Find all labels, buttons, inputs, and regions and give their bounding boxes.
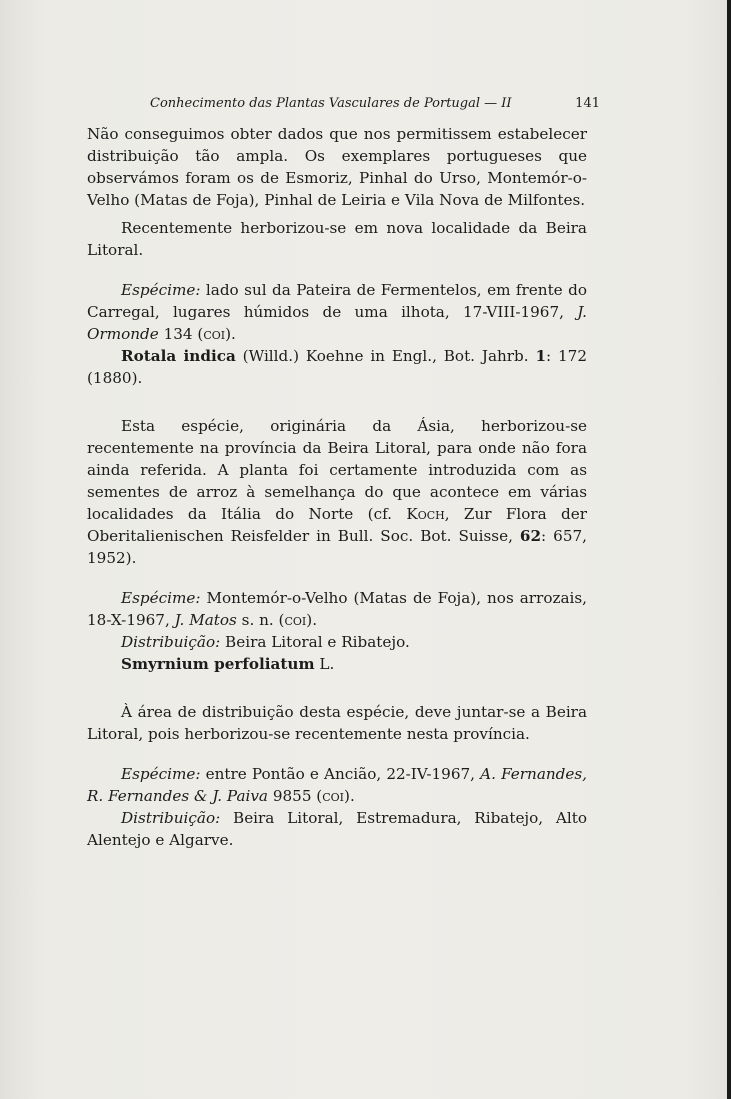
distribution-label: Distribuição: [121,809,221,827]
collector-number: s. n. ( [236,611,285,629]
taxon-citation: : 172 (1880). [87,347,587,387]
specimen-paragraph-1 [87,279,587,345]
specimen-text: Montemór-o-Velho (Matas de Foja), nos arrozais, 18-X-1967, [87,589,587,629]
taxon-name: Smyrnium perfoliatum [121,655,315,673]
taxon-heading-smyrnium [87,653,587,675]
specimen-label: Espécime: [121,765,201,783]
paragraph-text-end: : 657, 1952). [87,527,587,567]
collector-number: 134 ( [158,325,204,343]
paragraph-text: Esta espécie, originária da Ásia, herborizou-se recentemente na província da Beira Litoral, para onde não fora ainda referida. A planta foi certamente introduzida com as sementes de arroz à semelhança do que acontece em várias localidades da Itália do Norte (cf. [87,417,587,523]
running-header [150,96,600,114]
herbarium-code: coi [203,325,226,343]
specimen-close: ). [225,325,236,343]
cited-volume: 62 [519,527,542,545]
specimen-paragraph-3 [87,763,587,807]
taxon-name: Rotala indica [121,347,236,365]
specimen-close: ). [306,611,318,629]
herbarium-code: coi [322,787,345,805]
scan-edge [727,0,731,1099]
paragraph-intro: Não conseguimos obter dados que nos permitissem estabelecer distribuição tão ampla. Os exemplares portugueses que observámos foram os de Esmoriz, Pinhal do Urso, Montemór-o-Velho (Matas de Foja), Pinhal de Leiria e Vila Nova de Milfontes. [87,125,587,209]
distribution-paragraph-1 [87,631,587,653]
distribution-paragraph-2 [87,807,587,851]
cited-author: Koch [406,505,445,523]
page-number: 141 [575,96,600,111]
specimen-text: lado sul da Pateira de Fermentelos, em frente do Carregal, lugares húmidos de uma ilhota, 17-VIII-1967, [87,281,587,321]
herbarium-code: coi [284,611,307,629]
distribution-text: Beira Litoral e Ribatejo. [220,633,410,651]
taxon-volume: 1 [535,347,547,365]
running-title: Conhecimento das Plantas Vasculares de Portugal — II [150,96,512,111]
distribution-text: Beira Litoral, Estremadura, Ribatejo, Alto Alentejo e Algarve. [87,809,587,849]
collector-name: J. Ormonde [87,303,587,343]
taxon-heading-rotala [87,345,587,389]
collector-name: J. Matos [174,611,237,629]
page-body [87,123,587,851]
paragraph-rotala [87,415,587,569]
distribution-label: Distribuição: [121,633,221,651]
taxon-authority: L. [314,655,335,673]
collector-number: 9855 ( [268,787,323,805]
paragraph-text-cont: , Zur Flora der Oberitalienischen Reisfelder in Bull. Soc. Bot. Suisse, [87,505,588,545]
taxon-authority: (Willd.) Koehne in Engl., Bot. Jahrb. [235,347,536,365]
specimen-close: ). [344,787,355,805]
specimen-label: Espécime: [121,281,201,299]
specimen-text: entre Pontão e Ancião, 22-IV-1967, [200,765,481,783]
collector-name: A. Fernandes, R. Fernandes & J. Paiva [87,765,587,805]
specimen-label: Espécime: [121,589,201,607]
paragraph-recent: Recentemente herborizou-se em nova localidade da Beira Litoral. [87,219,587,259]
specimen-paragraph-2 [87,587,587,631]
paragraph-smyrnium: À área de distribuição desta espécie, deve juntar-se a Beira Litoral, pois herborizou-se recentemente nesta província. [87,703,587,743]
